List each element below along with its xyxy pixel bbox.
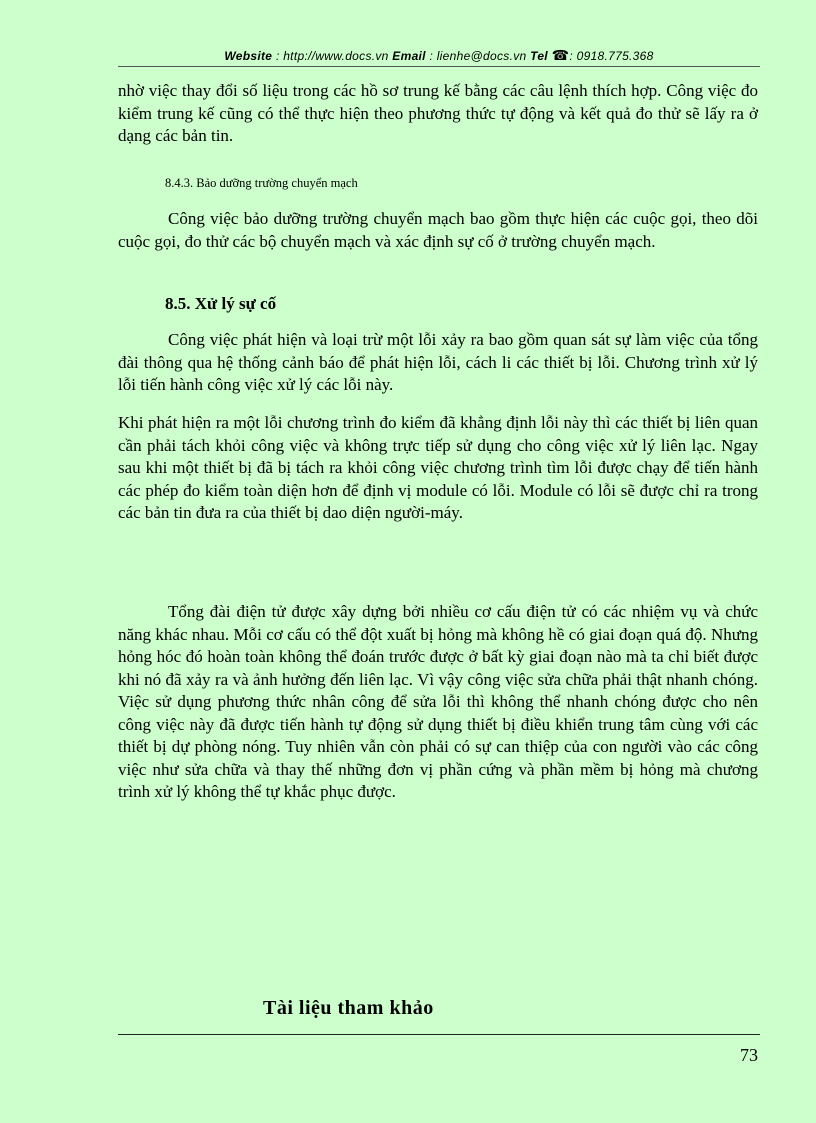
section-heading: 8.5. Xử lý sự cố — [165, 294, 277, 313]
references-title: Tài liệu tham khảo — [263, 997, 434, 1019]
page-number: 73 — [740, 1045, 758, 1065]
email-value: : lienhe@docs.vn — [429, 49, 527, 63]
header-divider — [118, 66, 760, 67]
email-label: Email — [392, 49, 426, 63]
paragraph-3: Công việc phát hiện và loại trừ một lỗi xảy ra bao gồm quan sát sự làm việc của tổng đài thông qua hệ thống cảnh báo để phát hiện lỗi, cách li các thiết bị lỗi. Chương trình xử lý lỗi tiến hành công việc xử lý các lỗi này. — [118, 330, 758, 394]
footer-divider — [118, 1034, 760, 1035]
paragraph-1: nhờ việc thay đổi số liệu trong các hồ sơ trung kế bằng các câu lệnh thích hợp. Công việc đo kiểm trung kế cũng có thể thực hiện theo phương thức tự động và kết quả đo thử sẽ lấy ra ở dạng các bản tin. — [118, 81, 758, 145]
website-value: : http://www.docs.vn — [275, 49, 389, 63]
paragraph-2: Công việc bảo dưỡng trường chuyển mạch bao gồm thực hiện các cuộc gọi, theo dõi cuộc gọi, đo thử các bộ chuyển mạch và xác định sự cố ở trường chuyển mạch. — [118, 209, 758, 251]
subsection-heading: 8.4.3. Bảo dưỡng trường chuyển mạch — [165, 176, 358, 190]
phone-icon: ☎ — [551, 47, 570, 63]
paragraph-4: Khi phát hiện ra một lỗi chương trình đo kiểm đã khẳng định lỗi này thì các thiết bị liên quan cần phải tách khỏi công việc và không trực tiếp sử dụng cho công việc xử lý liên lạc. Ngay sau khi một thiết bị đã bị tách ra khỏi công việc chương trình tìm lỗi được chạy để tiến hành các phép đo kiểm toàn diện hơn để định vị module có lỗi. Module có lỗi sẽ được chỉ ra trong các bản tin đưa ra của thiết bị dao diện người-máy. — [118, 413, 758, 522]
website-label: Website — [224, 49, 273, 63]
page-header — [118, 47, 760, 64]
tel-label: Tel — [530, 49, 548, 63]
tel-value: : 0918.775.368 — [569, 49, 654, 63]
paragraph-5: Tổng đài điện tử được xây dựng bởi nhiều cơ cấu điện tử có các nhiệm vụ và chức năng khác nhau. Mỗi cơ cấu có thể đột xuất bị hỏng mà không hề có giai đoạn quá độ. Nhưng hỏng hóc đó hoàn toàn không thể đoán trước được ở bất kỳ giai đoạn nào mà ta chỉ biết được khi nó đã xảy ra và ảnh hưởng đến liên lạc. Vì vậy công việc sửa chữa phải thật nhanh chóng. Việc sử dụng phương thức nhân công để sửa lỗi thì không thể nhanh chóng được cho nên công việc này đã được tiến hành tự động sử dụng thiết bị điều khiển trung tâm cùng với các thiết bị dự phòng nóng. Tuy nhiên vẫn còn phải có sự can thiệp của con người vào các công việc như sửa chữa và thay thế những đơn vị phần cứng và phần mềm bị hỏng mà chương trình xử lý không thể tự khắc phục được. — [118, 602, 758, 801]
